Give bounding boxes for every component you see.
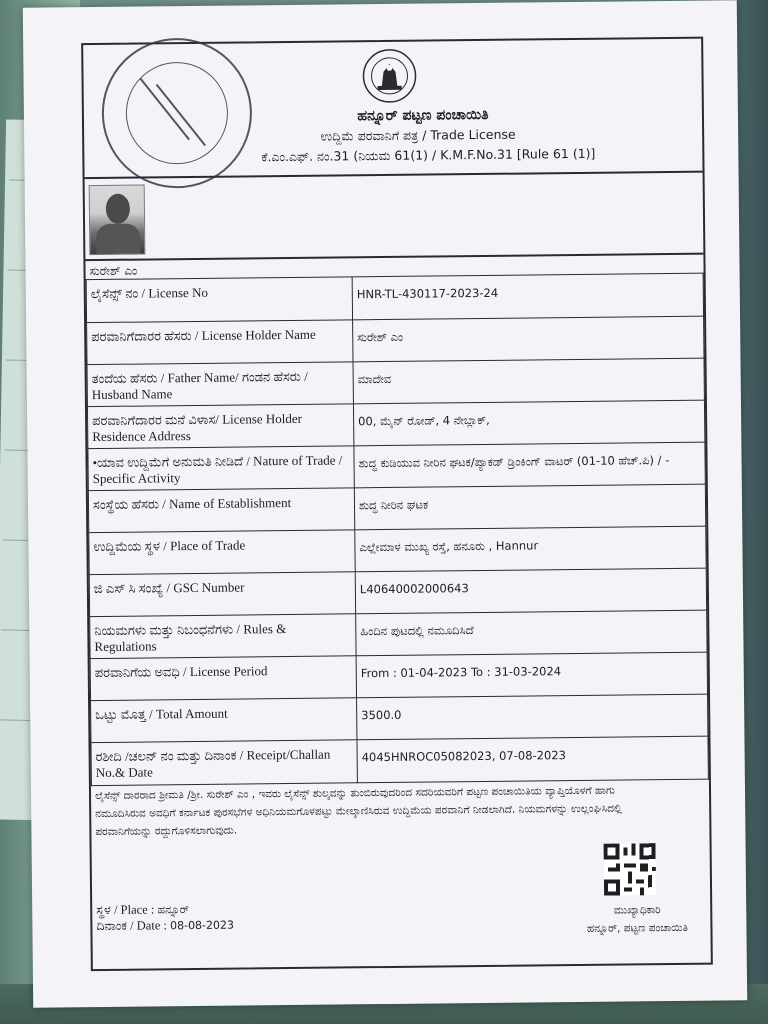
place-label: ಸ್ಥಳ / Place : — [96, 902, 158, 918]
date-label: ದಿನಾಂಕ / Date : — [96, 918, 171, 934]
table-row — [88, 484, 705, 532]
table-row — [89, 526, 706, 574]
place-value: ಹನ್ನೂರ್ — [157, 903, 190, 917]
row-value: ಸುರೇಶ್ ಎಂ — [353, 316, 704, 362]
row-label: ಪರವಾನಿಗೆದಾರರ ಮನೆ ವಿಳಾಸ/ License Holder Residence Address — [87, 404, 353, 449]
issuing-officer — [562, 901, 712, 939]
row-label: ಲೈಸೆನ್ಸ್ ನಂ / License No — [86, 277, 352, 323]
officer-office: ಹನ್ನೂರ್, ಪಟ್ಟಣ ಪಂಚಾಯಿತಿ — [586, 921, 689, 935]
table-row — [88, 442, 705, 490]
row-label: •ಯಾವ ಉದ್ದಿಮೆಗೆ ಅನುಮತಿ ನೀಡಿದೆ / Nature of Trade / Specific Activity — [88, 446, 354, 491]
row-label: ಒಟ್ಟು ಮೊತ್ತ / Total Amount — [91, 698, 357, 743]
photo-divider — [85, 253, 703, 261]
table-row — [87, 400, 704, 448]
row-label: ಸಂಸ್ಥೆಯ ಹೆಸರು / Name of Establishment — [88, 488, 354, 533]
trade-license-document — [23, 0, 747, 1007]
row-label: ಉದ್ದಿಮೆಯ ಸ್ಥಳ / Place of Trade — [89, 530, 355, 575]
row-value: ಹಿಂದಿನ ಪುಟದಲ್ಲಿ ನಮೂದಿಸಿದೆ — [356, 610, 707, 656]
row-value: 00, ಮೈನ್ ರೋಡ್, 4 ನೇಬ್ಲಾಕ್, — [353, 400, 704, 446]
place-line — [96, 902, 189, 918]
license-details-table — [86, 273, 709, 786]
officer-title: ಮುಖ್ಯಾಧಿಕಾರಿ — [613, 904, 661, 917]
row-value: HNR-TL-430117-2023-24 — [352, 273, 703, 320]
row-value: ಶುದ್ಧ ನೀರಿನ ಘಟಕ — [354, 484, 705, 530]
holder-photo — [89, 184, 146, 255]
table-row — [90, 610, 707, 658]
table-row — [91, 736, 708, 785]
table-row — [87, 316, 704, 364]
row-value: ಎಲ್ಲೇಮಾಳ ಮುಖ್ಯ ರಸ್ತೆ, ಹನೂರು , Hannur — [355, 526, 706, 572]
row-label: ಪರವಾನಿಗೆಯ ಅವಧಿ / License Period — [90, 656, 356, 701]
rule-reference: ಕೆ.ಎಂ.ಎಫ್. ನಂ.31 (ನಿಯಮ 61(1) / K.M.F.No.31 [Rule 61 (1)] — [261, 145, 596, 165]
table-row — [90, 652, 707, 700]
row-label: ನಿಯಮಗಳು ಮತ್ತು ನಿಬಂಧನೆಗಳು / Rules & Regulations — [90, 614, 356, 659]
karnataka-emblem-icon — [361, 48, 418, 105]
row-value: 4045HNROC05082023, 07-08-2023 — [357, 736, 708, 783]
row-label: ಪರವಾನಿಗೆದಾರರ ಹೆಸರು / License Holder Name — [87, 320, 353, 365]
row-value: 3500.0 — [357, 694, 708, 740]
license-frame — [81, 37, 713, 971]
row-value: L40640002000643 — [355, 568, 706, 614]
date-value: 08-08-2023 — [169, 918, 235, 933]
license-declaration: ಲೈಸೆನ್ಸ್ ದಾರರಾದ ಶ್ರೀಮತಿ /ಶ್ರೀ. ಸುರೇಶ್ ಎಂ , ಇವರು ಲೈಸೆನ್ಸ್ ಶುಲ್ಕವನ್ನು ತುಂಬಿರುವುದರಿಂದ ಸದರಿಯವರಿಗೆ ಪಟ್ಟಣ ಪಂಚಾಯಿತಿಯ ವ್ಯಾಪ್ತಿಯೊಳಗೆ ಹಾಗು ನಮೂದಿಸಿರುವ ಅವಧಿಗೆ ಕರ್ನಾಟಕ ಪುರಸಭೆಗಳ ಅಧಿನಿಯಮಗೊಳಪಟ್ಟು ಮೇಲ್ಕಾಣಿಸಿರುವ ಉದ್ದಿಮೆಯ ಪರವಾನಿಗೆ ನೀಡಲಾಗಿದೆ. ನಿಯಮಗಳನ್ನು ಉಲ್ಲಂಘಿಸಿದಲ್ಲಿ ಪರವಾನಿಗೆಯನ್ನು ರದ್ದುಗೊಳಿಸಲಾಗುವುದು. — [94, 784, 622, 839]
row-label: ತಂದೆಯ ಹೆಸರು / Father Name/ ಗಂಡನ ಹೆಸರು / Husband Name — [87, 362, 353, 407]
table-row — [87, 358, 704, 406]
row-value: From : 01-04-2023 To : 31-03-2024 — [356, 652, 707, 698]
table-row — [89, 568, 706, 616]
row-value: ಮಾದೇವ — [353, 358, 704, 404]
table-row — [91, 694, 708, 742]
holder-caption: ಸುರೇಶ್ ಎಂ — [89, 263, 138, 279]
row-label: ರಶೀದಿ /ಚಲನ್ ನಂ ಮತ್ತು ದಿನಾಂಕ / Receipt/Challan No.& Date — [91, 740, 357, 786]
date-line — [96, 918, 234, 934]
document-title: ಉದ್ದಿಮೆ ಪರವಾನಿಗೆ ಪತ್ರ / Trade License — [320, 126, 516, 144]
table-row — [86, 273, 703, 322]
qr-code-icon — [604, 843, 657, 896]
row-label: ಜಿ ಎಸ್ ಸಿ ಸಂಖ್ಯೆ / GSC Number — [89, 572, 355, 617]
office-name: ಹನ್ನೂರ್ ಪಟ್ಟಣ ಪಂಚಾಯಿತಿ — [357, 106, 489, 125]
row-value: ಶುದ್ಧ ಕುಡಿಯುವ ನೀರಿನ ಘಟಕ/ಪ್ಯಾಕಡ್ ಡ್ರಿಂಕಿಂಗ್ ವಾಟರ್ (01-10 ಹೆಚ್.ಪಿ) / - — [354, 442, 705, 488]
